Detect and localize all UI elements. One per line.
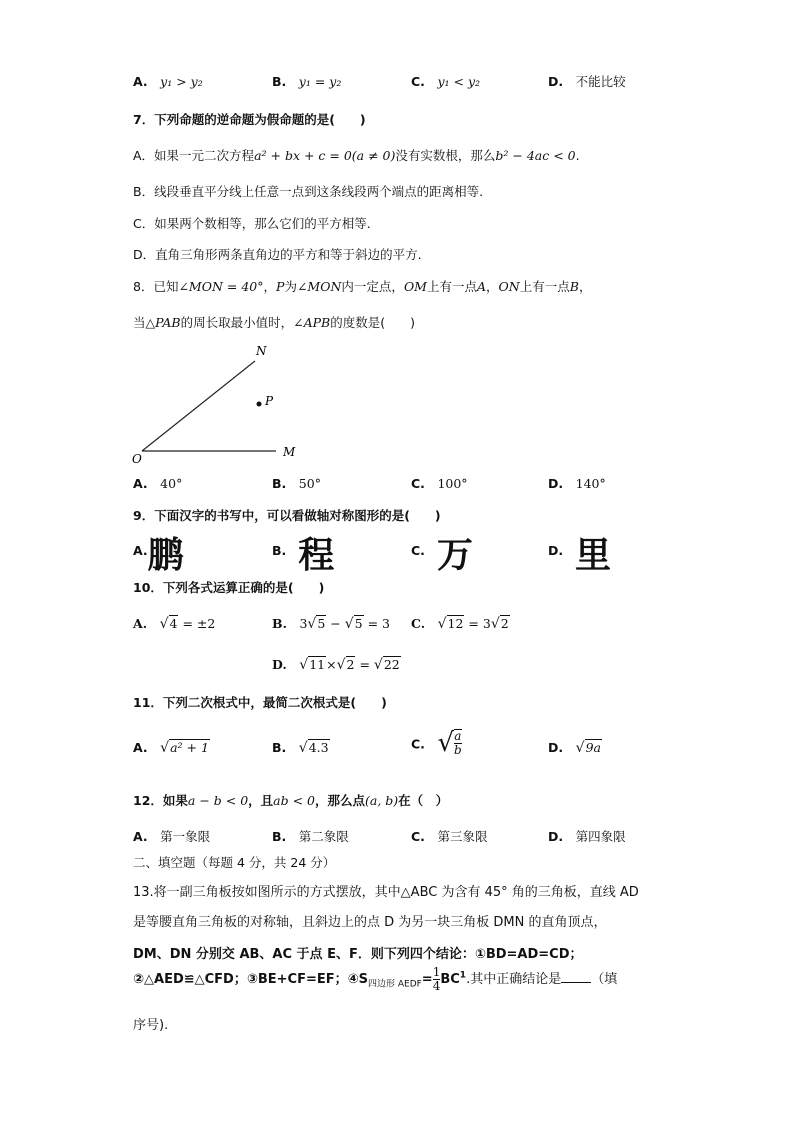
q11-option-a: A. √a² + 1 [133, 740, 209, 756]
q11-option-b: B. √4.3 [272, 740, 329, 756]
q9-stem: 9．下面汉字的书写中，可以看做轴对称图形的是( ) [133, 508, 441, 523]
q8-stem-line1: 8．已知∠MON = 40°，P为∠MON内一定点，OM上有一点A，ON上有一点B， [133, 279, 592, 294]
q13-line4: ②△AED≌△CFD；③BE+CF=EF；$④S_{四边形 AEDF}=$ $\frac{1}{4}$ $BC^1$.其中正确结论是 （填 [133, 965, 618, 993]
q11-stem: 11．下列二次根式中，最简二次根式是( ) [133, 695, 387, 710]
q7-option-a: A．如果一元二次方程a² + bx + c = 0(a ≠ 0)没有实数根，那么b² − 4ac < 0. [133, 148, 580, 163]
q12-option-d: D. 第四象限 [548, 829, 626, 844]
q9-option-d: D. 里 [548, 535, 612, 576]
point-p [257, 402, 262, 407]
q13-line2: 是等腰直角三角板的对称轴，且斜边上的点 D 为另一块三角板 DMN 的直角顶点， [133, 915, 607, 930]
q12-option-c: C. 第三象限 [411, 829, 488, 844]
angle-mon-figure [128, 340, 328, 468]
q8-option-d: D. 140° [548, 476, 606, 491]
q10-option-a: A. √4 = ±2 [133, 616, 216, 632]
q8-stem-line2: 当△PAB的周长取最小值时，∠APB的度数是( ) [133, 315, 415, 330]
q6-option-d: D. 不能比较 [548, 74, 626, 89]
label-o: O [132, 452, 142, 466]
q7-stem: 7．下列命题的逆命题为假命题的是( ) [133, 112, 366, 127]
q7-option-c: C．如果两个数相等，那么它们的平方相等. [133, 216, 371, 231]
q9-option-c: C. 万 [411, 535, 473, 576]
q13-line3: DM、DN 分别交 AB、AC 于点 E、F．则下列四个结论：①BD=AD=CD； [133, 947, 583, 962]
q10-stem: 10．下列各式运算正确的是( ) [133, 580, 325, 595]
q9-option-a: A.鹏 [133, 535, 184, 576]
q7-option-b: B．线段垂直平分线上任意一点到这条线段两个端点的距离相等. [133, 184, 484, 199]
q8-option-a: A. 40° [133, 476, 183, 491]
ray-on [142, 361, 255, 451]
q11-option-c: C. √ $\frac{a}{b}$ [411, 728, 462, 758]
q7-option-d: D．直角三角形两条直角边的平方和等于斜边的平方. [133, 247, 422, 262]
q6-option-c: C. y₁ < y₂ [411, 74, 481, 89]
label-m: M [283, 445, 296, 459]
q10-option-c: C. √12 = 3√2 [411, 616, 509, 632]
q13-line1: 13.将一副三角板按如图所示的方式摆放，其中△ABC 为含有 45° 角的三角板，直线 AD [133, 885, 639, 900]
label-p: P [265, 394, 274, 408]
answer-blank[interactable] [561, 972, 591, 983]
q11-option-d: D. √9a [548, 740, 601, 756]
q12-option-b: B. 第二象限 [272, 829, 349, 844]
q6-option-b: B. y₁ = y₂ [272, 74, 342, 89]
label-n: N [256, 344, 267, 358]
q10-option-d: D. √11×√2 = √22 [272, 657, 400, 673]
q12-stem: 12．如果a − b < 0，且ab < 0，那么点(a, b)在（ ） [133, 793, 449, 808]
q12-option-a: A. 第一象限 [133, 829, 211, 844]
q6-option-a: A. y₁ > y₂ [133, 74, 203, 89]
q8-option-c: C. 100° [411, 476, 468, 491]
q10-option-b: B. 3√5 − √5 = 3 [272, 616, 390, 632]
q13-line5: 序号). [133, 1018, 169, 1033]
q9-option-b: B. 程 [272, 535, 335, 576]
q8-option-b: B. 50° [272, 476, 321, 491]
section-heading: 二、填空题（每题 4 分，共 24 分） [133, 855, 336, 870]
